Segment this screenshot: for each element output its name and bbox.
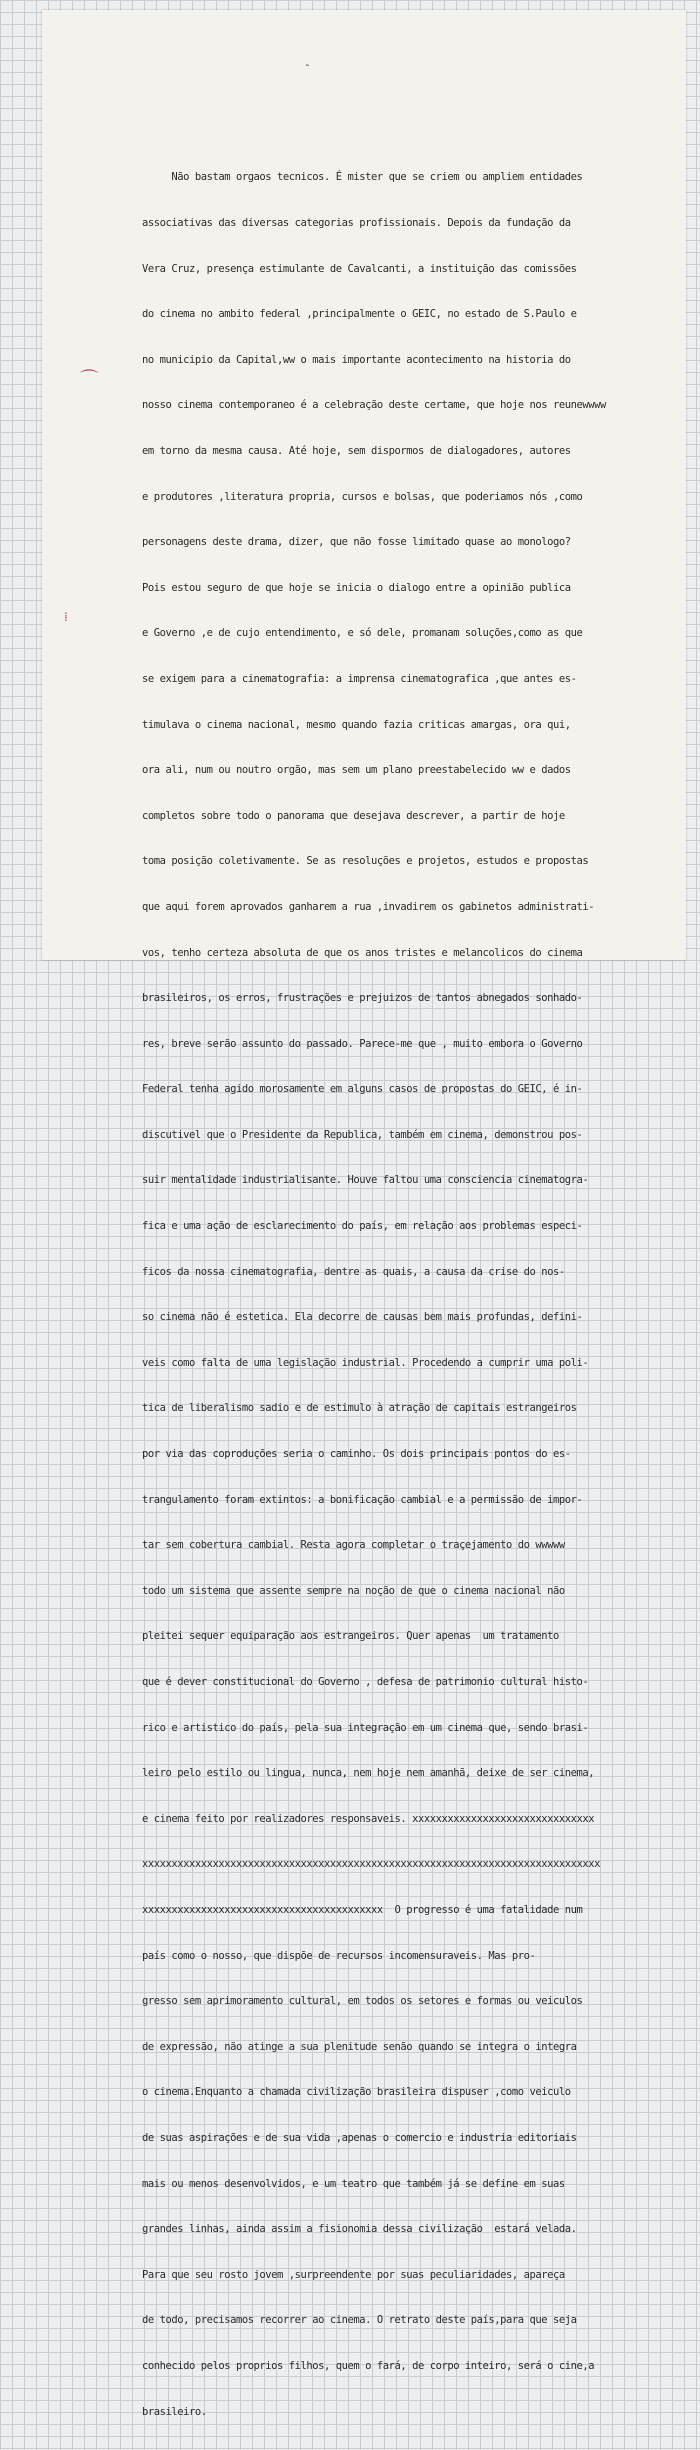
text-line: país como o nosso, que dispõe de recursos incomensuraveis. Mas pro-: [142, 1949, 536, 1962]
text-line: brasileiro.: [142, 2405, 207, 2418]
text-line: o cinema.Enquanto a chamada civilização brasileira dispuser ,como veiculo: [142, 2086, 571, 2099]
text-line: no municipio da Capital,ww o mais importante acontecimento na historia do: [142, 353, 571, 366]
text-line: leiro pelo estilo ou lingua, nunca, nem hoje nem amanhã, deixe de ser cinema,: [142, 1767, 595, 1780]
text-line: res, breve serão assunto do passado. Parece-me que , muito embora o Governo: [142, 1037, 583, 1050]
text-line: so cinema não é estetica. Ela decorre de causas bem mais profundas, defini-: [142, 1311, 583, 1324]
text-line: e cinema feito por realizadores responsaveis. xxxxxxxxxxxxxxxxxxxxxxxxxxxxxxx: [142, 1812, 595, 1825]
text-line: grandes linhas, ainda assim a fisionomia dessa civilização estará velada.: [142, 2223, 577, 2236]
text-line: timulava o cinema nacional, mesmo quando fazia criticas amargas, ora qui,: [142, 718, 571, 731]
text-line: mais ou menos desenvolvidos, e um teatro que também já se define em suas: [142, 2177, 565, 2190]
text-line: e produtores ,literatura propria, cursos e bolsas, que poderiamos nós ,como: [142, 490, 583, 503]
text-line: xxxxxxxxxxxxxxxxxxxxxxxxxxxxxxxxxxxxxxxxxxxxxxxxxxxxxxxxxxxxxxxxxxxxxxxxxxxxxx: [142, 1858, 600, 1871]
text-line: nosso cinema contemporaneo é a celebração deste certame, que hoje nos reunewwww: [142, 399, 606, 412]
pen-mark-2: ⁞: [64, 610, 68, 624]
text-line: em torno da mesma causa. Até hoje, sem dispormos de dialogadores, autores: [142, 444, 571, 457]
text-line: que é dever constitucional do Governo , defesa de patrimonio cultural histo-: [142, 1676, 589, 1688]
text-line: Para que seu rosto jovem ,surpreendente por suas peculiaridades, apareça: [142, 2268, 565, 2281]
text-line: do cinema no ambito federal ,principalmente o GEIC, no estado de S.Paulo e: [142, 308, 577, 321]
text-line: tar sem cobertura cambial. Resta agora completar o traçejamento do wwwww: [142, 1539, 565, 1552]
text-line: de todo, precisamos recorrer ao cinema. O retrato deste país,para que seja: [142, 2314, 577, 2327]
text-line: veis como falta de uma legislação industrial. Procedendo a cumprir uma poli-: [142, 1356, 589, 1369]
text-line: pleitei sequer equiparação aos estrangeiros. Quer apenas um tratamento: [142, 1630, 559, 1643]
text-line: de suas aspirações e de sua vida ,apenas o comercio e industria editoriais: [142, 2131, 577, 2144]
text-line: Federal tenha agido morosamente em alguns casos de propostas do GEIC, é in-: [142, 1083, 583, 1096]
text-line: trangulamento foram extintos: a bonificação cambial e a permissão de impor-: [142, 1493, 583, 1506]
typed-page: [42, 10, 686, 2418]
text-line: completos sobre todo o panorama que desejava descrever, a partir de hoje: [142, 809, 565, 822]
text-line: discutivel que o Presidente da Republica, também em cinema, demonstrou pos-: [142, 1128, 583, 1141]
text-line: brasileiros, os erros, frustrações e prejuizos de tantos abnegados sonhado-: [142, 992, 583, 1005]
text-line: de expressão, não atinge a sua plenitude senão quando se integra o integra: [142, 2040, 577, 2053]
text-line: xxxxxxxxxxxxxxxxxxxxxxxxxxxxxxxxxxxxxxxxx O progresso é uma fatalidade num: [142, 1903, 583, 1916]
text-line: ora ali, num ou noutro orgão, mas sem um plano preestabelecido ww e dados: [142, 764, 571, 777]
typed-text-block: [142, 140, 682, 2450]
text-line: e Governo ,e de cujo entendimento, e só dele, promanam soluções,como as que: [142, 627, 583, 640]
text-line: Pois estou seguro de que hoje se inicia o dialogo entre a opinião publica: [142, 581, 571, 594]
text-line: que aqui forem aprovados ganharem a rua ,invadirem os gabinetos administrati-: [142, 900, 595, 913]
text-line: conhecido pelos proprios filhos, quem o fará, de corpo inteiro, será o cine,a: [142, 2359, 595, 2372]
text-line: se exigem para a cinematografia: a imprensa cinematografica ,que antes es-: [142, 672, 577, 685]
text-line: Vera Cruz, presença estimulante de Cavalcanti, a instituição das comissões: [142, 262, 577, 275]
text-line: toma posição coletivamente. Se as resoluções e projetos, estudos e propostas: [142, 855, 589, 868]
pen-mark-1: ⌒: [80, 369, 98, 390]
text-line: gresso sem aprimoramento cultural, em todos os setores e formas ou veiculos: [142, 1995, 583, 2008]
text-line: ficos da nossa cinematografia, dentre as quais, a causa da crise do nos-: [142, 1265, 565, 1278]
text-line: Não bastam orgaos tecnicos. É mister que se criem ou ampliem entidades: [142, 171, 583, 184]
page-mark: -: [304, 58, 311, 71]
text-line: rico e artistico do país, pela sua integração em um cinema que, sendo brasi-: [142, 1721, 589, 1734]
text-line: associativas das diversas categorias profissionais. Depois da fundação da: [142, 217, 571, 229]
text-line: fica e uma ação de esclarecimento do país, em relação aos problemas especi-: [142, 1220, 583, 1233]
text-line: tica de liberalismo sadio e de estimulo à atração de capitais estrangeiros: [142, 1402, 577, 1415]
text-line: suir mentalidade industrialisante. Houve faltou uma consciencia cinematogra-: [142, 1174, 589, 1187]
text-line: vos, tenho certeza absoluta de que os anos tristes e melancolicos do cinema: [142, 946, 583, 959]
text-line: personagens deste drama, dizer, que não fosse limitado quase ao monologo?: [142, 536, 571, 549]
text-line: todo um sistema que assente sempre na noção de que o cinema nacional não: [142, 1584, 565, 1597]
text-line: por via das coproduções seria o caminho. Os dois principais pontos do es-: [142, 1448, 571, 1461]
